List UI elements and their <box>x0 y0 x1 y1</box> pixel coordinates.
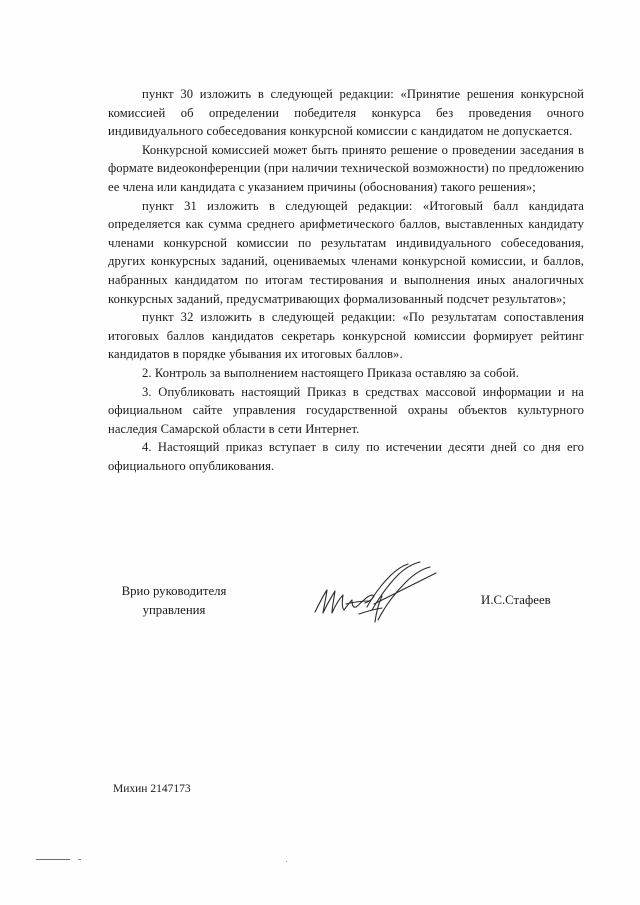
document-body <box>108 85 584 475</box>
paragraph-effective: 4. Настоящий приказ вступает в силу по истечении десяти дней со дня его официального опубликования. <box>108 440 584 473</box>
paragraph-item-32: пункт 32 изложить в следующей редакции: «По результатам сопоставления итоговых баллов кандидатов секретарь конкурсной комиссии формирует рейтинг кандидатов в порядке убывания их итоговых баллов». <box>108 310 584 362</box>
signer-title-line2: управления <box>142 603 206 617</box>
footer-scan-mark <box>36 859 70 860</box>
paragraph-videoconference: Конкурсной комиссией может быть принято решение о проведении заседания в формате видеоконференции (при наличии технической возможности) по предложению ее члена или кандидата с указанием причины (обоснования) такого решения»; <box>108 142 584 194</box>
handwritten-signature <box>312 558 438 626</box>
paragraph-item-30: пункт 30 изложить в следующей редакции: «Принятие решения конкурсной комиссией об определении победителя конкурса без проведения очного индивидуального собеседования конкурсной комиссии с кандидатом не допускается. <box>108 87 584 139</box>
signer-title-line1: Врио руководителя <box>121 584 227 598</box>
footer-scan-dot <box>78 859 81 860</box>
paragraph-item-31: пункт 31 изложить в следующей редакции: «Итоговый балл кандидата определяется как сумма среднего арифметического баллов, выставленных кандидату членами конкурсной комиссии по результатам индивидуального собеседования, других конкурсных заданий, оцениваемых членами конкурсной комиссии, и баллов, набранных кандидатом по итогам тестирования и выполнения иных аналогичных конкурсных заданий, предусматривающих формализованный подсчет результатов»; <box>108 198 584 306</box>
paragraph-publish: 3. Опубликовать настоящий Приказ в средствах массовой информации и на официальном сайте управления государственной охраны объектов культурного наследия Самарской области в сети Интернет. <box>108 384 584 436</box>
executor-info: Михин 2147173 <box>113 783 191 795</box>
paragraph-control: 2. Контроль за выполнением настоящего Приказа оставляю за собой. <box>142 365 519 380</box>
signer-title <box>115 582 233 620</box>
footer-scan-speck <box>286 861 287 862</box>
signer-name: И.С.Стафеев <box>481 593 551 607</box>
